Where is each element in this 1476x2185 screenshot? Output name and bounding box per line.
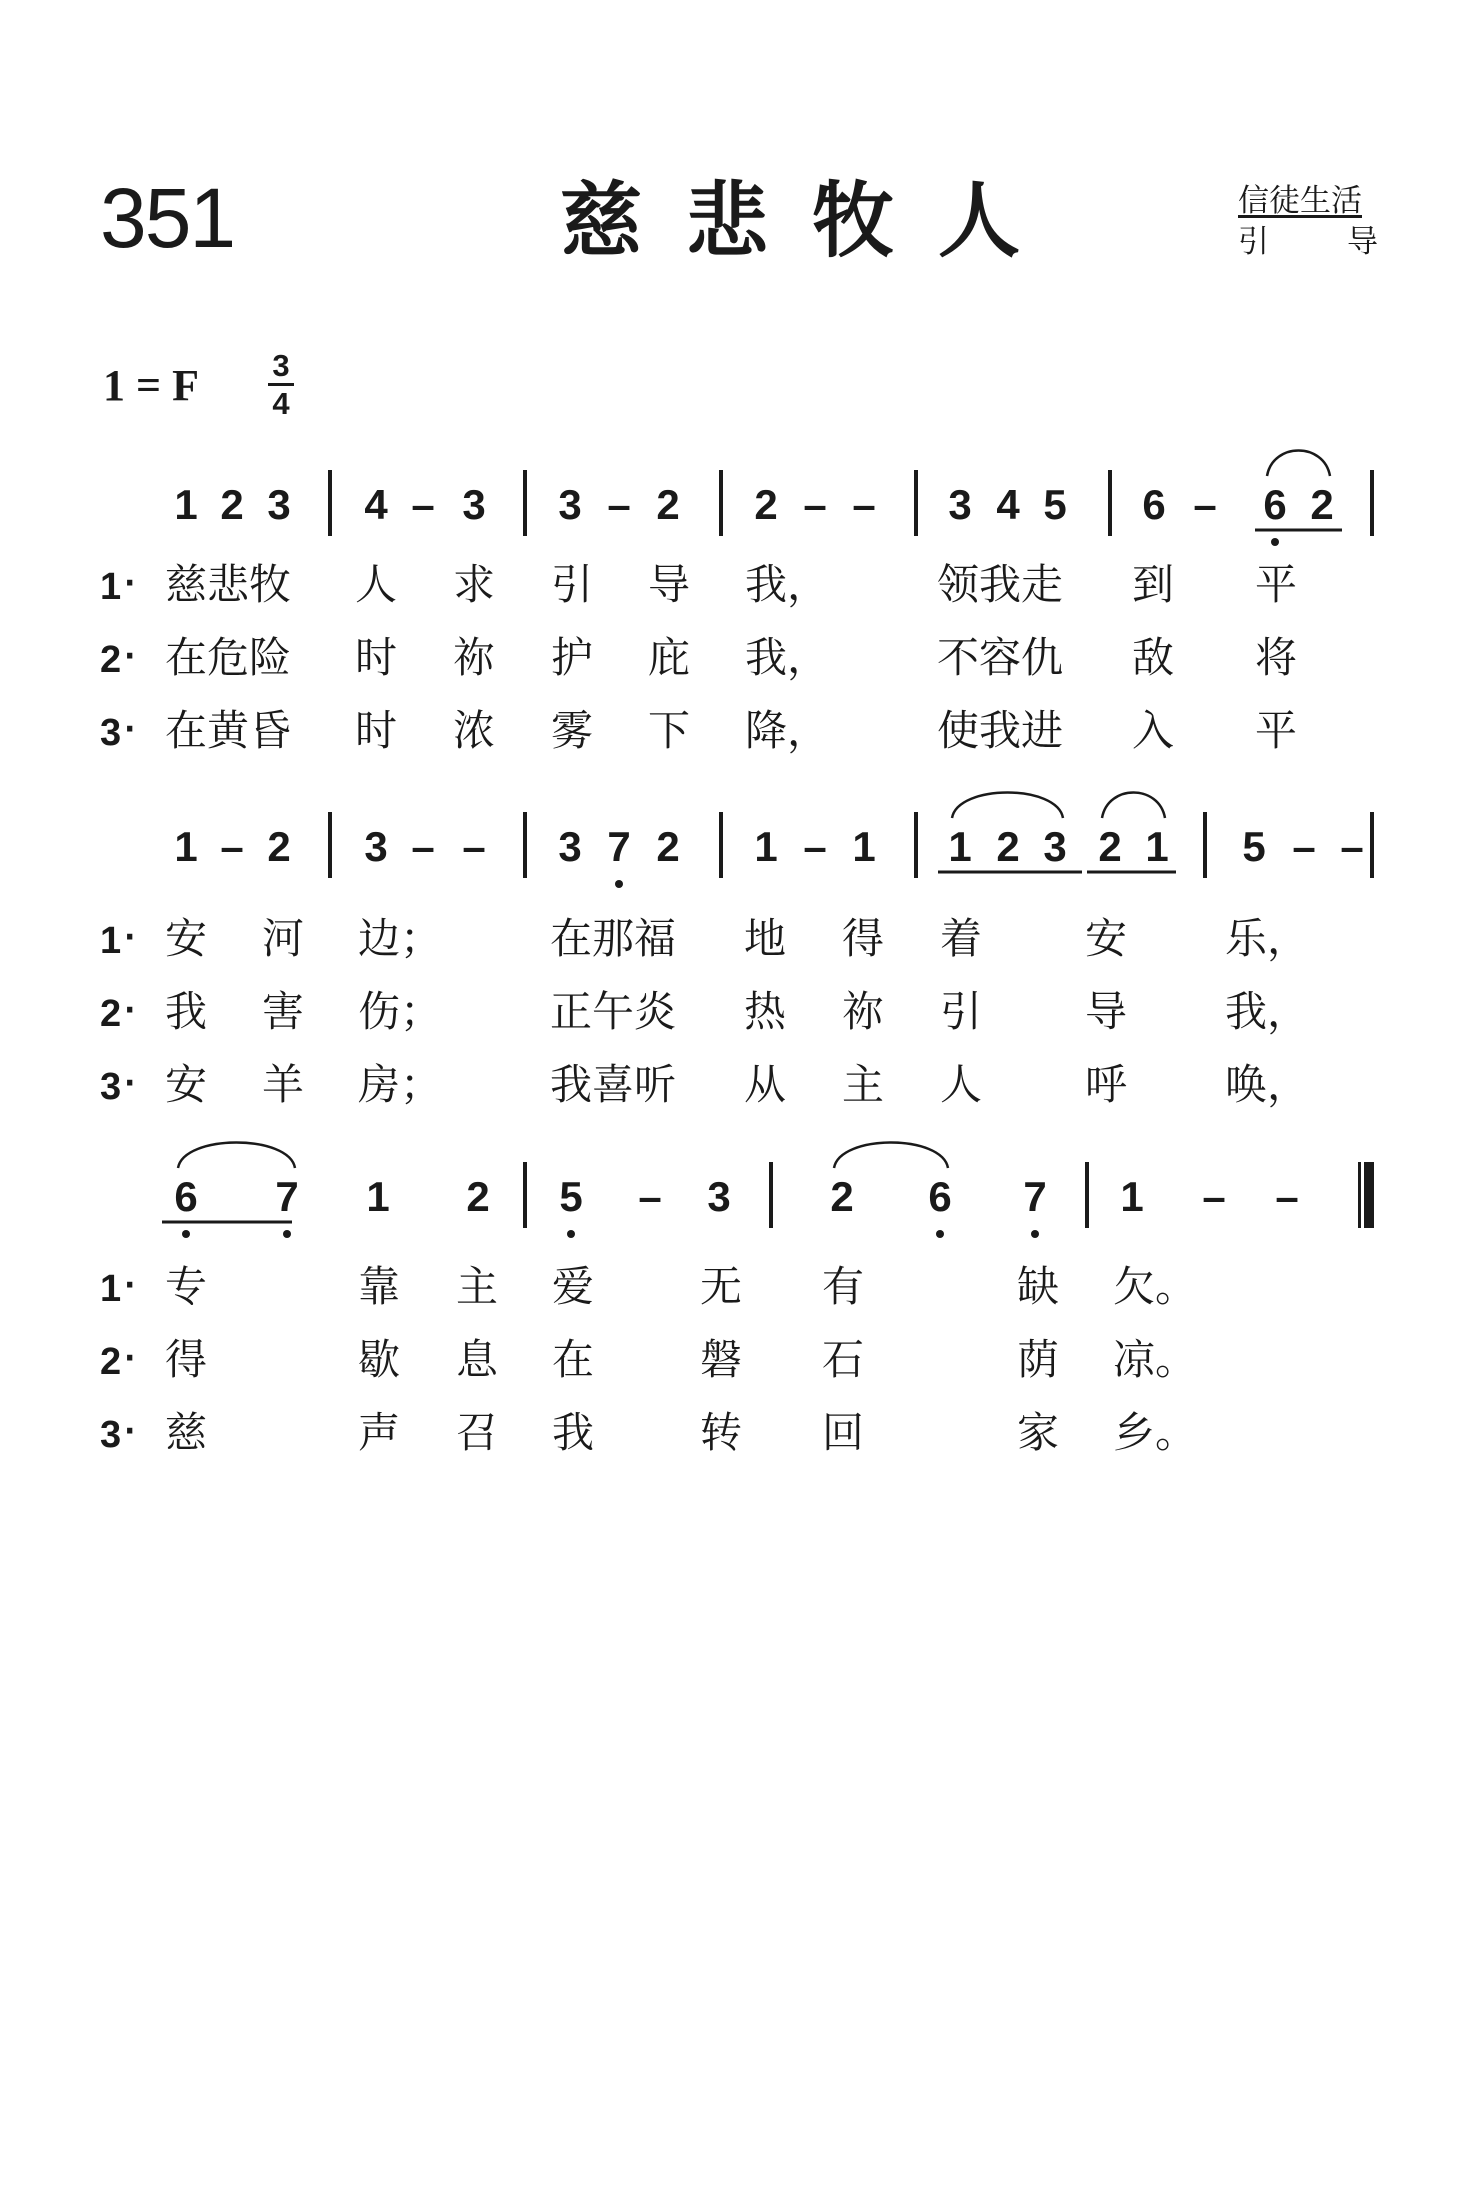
lyric-syllable: 转: [700, 1408, 743, 1457]
slur: [1102, 793, 1165, 819]
lyric-syllable: 回: [822, 1408, 865, 1457]
lyric-syllable: 河: [262, 914, 305, 963]
lyric-syllable: 安: [165, 914, 208, 963]
note: 1: [1145, 823, 1169, 870]
lyric-syllable: 到: [1132, 560, 1175, 609]
note: 1: [366, 1173, 390, 1220]
verse-number-dot: ·: [124, 566, 136, 601]
lyric-syllable: 在危险: [165, 633, 292, 682]
note: 3: [948, 481, 972, 528]
lyric-syllable: 领我走: [937, 560, 1064, 609]
verse-number: 3: [100, 1066, 122, 1108]
lyric-syllable: 下: [648, 706, 691, 755]
verse-number-dot: ·: [124, 1066, 136, 1101]
note: 6: [928, 1173, 952, 1220]
lyric-syllable: 我: [552, 1408, 595, 1457]
note: 6: [174, 1173, 198, 1220]
verse-number: 3: [100, 1414, 122, 1456]
lyric-syllable: 靠: [358, 1262, 401, 1311]
note: 2: [754, 481, 778, 528]
lyric-syllable: 平: [1255, 706, 1298, 755]
note: 3: [707, 1173, 731, 1220]
note: 2: [466, 1173, 490, 1220]
lyric-syllable: 祢: [453, 633, 496, 682]
verse-number-dot: ·: [124, 993, 136, 1028]
octave-dot-below: [615, 880, 623, 888]
slur: [834, 1143, 948, 1169]
lyric-syllable: 求: [453, 560, 496, 609]
category-char: 导: [1347, 224, 1378, 260]
lyric-syllable: 入: [1132, 706, 1175, 755]
lyric-syllable: 羊: [262, 1060, 305, 1109]
note: 3: [364, 823, 388, 870]
note: 7: [275, 1173, 299, 1220]
lyric-syllable: 我，: [1225, 987, 1310, 1036]
octave-dot-below: [1031, 1230, 1039, 1238]
lyric-syllable: 在黄昏: [165, 706, 292, 755]
hymn-number: 351: [100, 171, 235, 265]
note: –: [638, 1173, 662, 1220]
lyric-syllable: 石: [822, 1335, 865, 1384]
verse-number: 1: [100, 566, 122, 608]
note: –: [852, 481, 876, 528]
lyric-syllable: 敌: [1132, 633, 1175, 682]
lyric-syllable: 我，: [745, 633, 830, 682]
verse-number: 2: [100, 1341, 122, 1383]
lyric-syllable: 庇: [648, 633, 691, 682]
note: 1: [174, 481, 198, 528]
lyric-syllable: 正午炎: [550, 987, 677, 1036]
lyric-syllable: 着: [940, 914, 983, 963]
lyric-syllable: 召: [456, 1408, 499, 1457]
verse-number-dot: ·: [124, 712, 136, 747]
note: –: [411, 823, 435, 870]
time-signature-top: 3: [272, 348, 290, 383]
note: –: [1193, 481, 1217, 528]
slur: [1267, 451, 1330, 477]
note: –: [411, 481, 435, 528]
octave-dot-below: [283, 1230, 291, 1238]
time-signature-bottom: 4: [272, 386, 290, 421]
note: –: [803, 823, 827, 870]
lyric-syllable: 时: [355, 706, 398, 755]
slur: [178, 1143, 295, 1169]
note: 7: [607, 823, 631, 870]
lyric-syllable: 呼: [1085, 1060, 1128, 1109]
lyric-syllable: 不容仇: [937, 633, 1064, 682]
lyric-syllable: 害: [262, 987, 305, 1036]
lyric-syllable: 引: [551, 560, 594, 609]
note: –: [607, 481, 631, 528]
lyric-syllable: 祢: [842, 987, 885, 1036]
lyric-syllable: 雾: [551, 706, 594, 755]
lyric-syllable: 乐，: [1225, 914, 1310, 963]
note: 5: [1242, 823, 1266, 870]
lyric-syllable: 伤；: [358, 987, 443, 1036]
note: 2: [656, 823, 680, 870]
lyric-syllable: 慈: [165, 1408, 208, 1457]
category-line-1: 信徒生活: [1238, 183, 1362, 219]
note: 2: [996, 823, 1020, 870]
note: 1: [754, 823, 778, 870]
note: 2: [267, 823, 291, 870]
verse-number-dot: ·: [124, 639, 136, 674]
note: 3: [1043, 823, 1067, 870]
note: –: [803, 481, 827, 528]
note: 6: [1263, 481, 1287, 528]
lyric-syllable: 主: [842, 1060, 885, 1109]
lyric-syllable: 引: [940, 987, 983, 1036]
hymn-title: 慈悲牧人: [560, 173, 1065, 269]
category-char: 引: [1238, 224, 1269, 260]
lyric-syllable: 降，: [745, 706, 830, 755]
note: –: [1292, 823, 1316, 870]
lyric-syllable: 我喜听: [550, 1060, 677, 1109]
lyric-syllable: 专: [165, 1262, 208, 1311]
lyric-syllable: 边；: [358, 914, 443, 963]
verse-number-dot: ·: [124, 1268, 136, 1303]
note: 2: [830, 1173, 854, 1220]
lyric-syllable: 时: [355, 633, 398, 682]
lyric-syllable: 将: [1255, 633, 1298, 682]
lyric-syllable: 无: [700, 1262, 743, 1311]
lyric-syllable: 从: [744, 1060, 787, 1109]
note: 6: [1142, 481, 1166, 528]
verse-number: 3: [100, 712, 122, 754]
note: 3: [558, 823, 582, 870]
lyric-syllable: 唤，: [1225, 1060, 1310, 1109]
lyric-syllable: 得: [842, 914, 885, 963]
note: 1: [1120, 1173, 1144, 1220]
lyric-syllable: 人: [940, 1060, 983, 1109]
lyric-syllable: 欠。: [1113, 1262, 1198, 1311]
lyric-syllable: 荫: [1017, 1335, 1060, 1384]
key-signature: 1 = F: [103, 361, 199, 410]
lyric-syllable: 乡。: [1113, 1408, 1198, 1457]
note: –: [462, 823, 486, 870]
note: 4: [996, 481, 1020, 528]
note: 2: [656, 481, 680, 528]
lyric-syllable: 爱: [552, 1262, 595, 1311]
lyric-syllable: 安: [1085, 914, 1128, 963]
note: 2: [1098, 823, 1122, 870]
verse-number-dot: ·: [124, 1414, 136, 1449]
lyric-syllable: 我，: [745, 560, 830, 609]
lyric-syllable: 人: [355, 560, 398, 609]
lyric-syllable: 热: [744, 987, 787, 1036]
lyric-syllable: 护: [551, 633, 594, 682]
lyric-syllable: 使我进: [937, 706, 1064, 755]
lyric-syllable: 导: [648, 560, 691, 609]
lyric-syllable: 房；: [358, 1060, 443, 1109]
octave-dot-below: [567, 1230, 575, 1238]
note: –: [220, 823, 244, 870]
lyric-syllable: 浓: [453, 706, 496, 755]
lyric-syllable: 有: [822, 1262, 865, 1311]
verse-number: 2: [100, 993, 122, 1035]
note: 7: [1023, 1173, 1047, 1220]
lyric-syllable: 得: [165, 1335, 208, 1384]
octave-dot-below: [936, 1230, 944, 1238]
note: 5: [1043, 481, 1067, 528]
lyric-syllable: 声: [358, 1408, 401, 1457]
note: 3: [267, 481, 291, 528]
lyric-syllable: 地: [744, 914, 787, 963]
note: –: [1202, 1173, 1226, 1220]
verse-number: 2: [100, 639, 122, 681]
note: 2: [220, 481, 244, 528]
lyric-syllable: 凉。: [1113, 1335, 1198, 1384]
lyric-syllable: 缺: [1017, 1262, 1060, 1311]
lyric-syllable: 家: [1017, 1408, 1060, 1457]
note: 1: [852, 823, 876, 870]
note: 1: [174, 823, 198, 870]
lyric-syllable: 安: [165, 1060, 208, 1109]
slur: [952, 793, 1063, 819]
lyric-syllable: 我: [165, 987, 208, 1036]
verse-number-dot: ·: [124, 1341, 136, 1376]
note: 1: [948, 823, 972, 870]
verse-number-dot: ·: [124, 920, 136, 955]
octave-dot-below: [182, 1230, 190, 1238]
lyric-syllable: 在那福: [550, 914, 677, 963]
lyric-syllable: 平: [1255, 560, 1298, 609]
note: 4: [364, 481, 388, 528]
verse-number: 1: [100, 1268, 122, 1310]
lyric-syllable: 在: [552, 1335, 595, 1384]
verse-number: 1: [100, 920, 122, 962]
note: –: [1275, 1173, 1299, 1220]
note: 5: [559, 1173, 583, 1220]
note: 3: [462, 481, 486, 528]
note: 3: [558, 481, 582, 528]
lyric-syllable: 歇: [358, 1335, 401, 1384]
note: –: [1340, 823, 1364, 870]
lyric-syllable: 导: [1085, 987, 1128, 1036]
octave-dot-below: [1271, 538, 1279, 546]
lyric-syllable: 主: [456, 1262, 499, 1311]
lyric-syllable: 慈悲牧: [165, 560, 292, 609]
note: 2: [1310, 481, 1334, 528]
lyric-syllable: 息: [456, 1335, 499, 1384]
lyric-syllable: 磐: [700, 1335, 743, 1384]
